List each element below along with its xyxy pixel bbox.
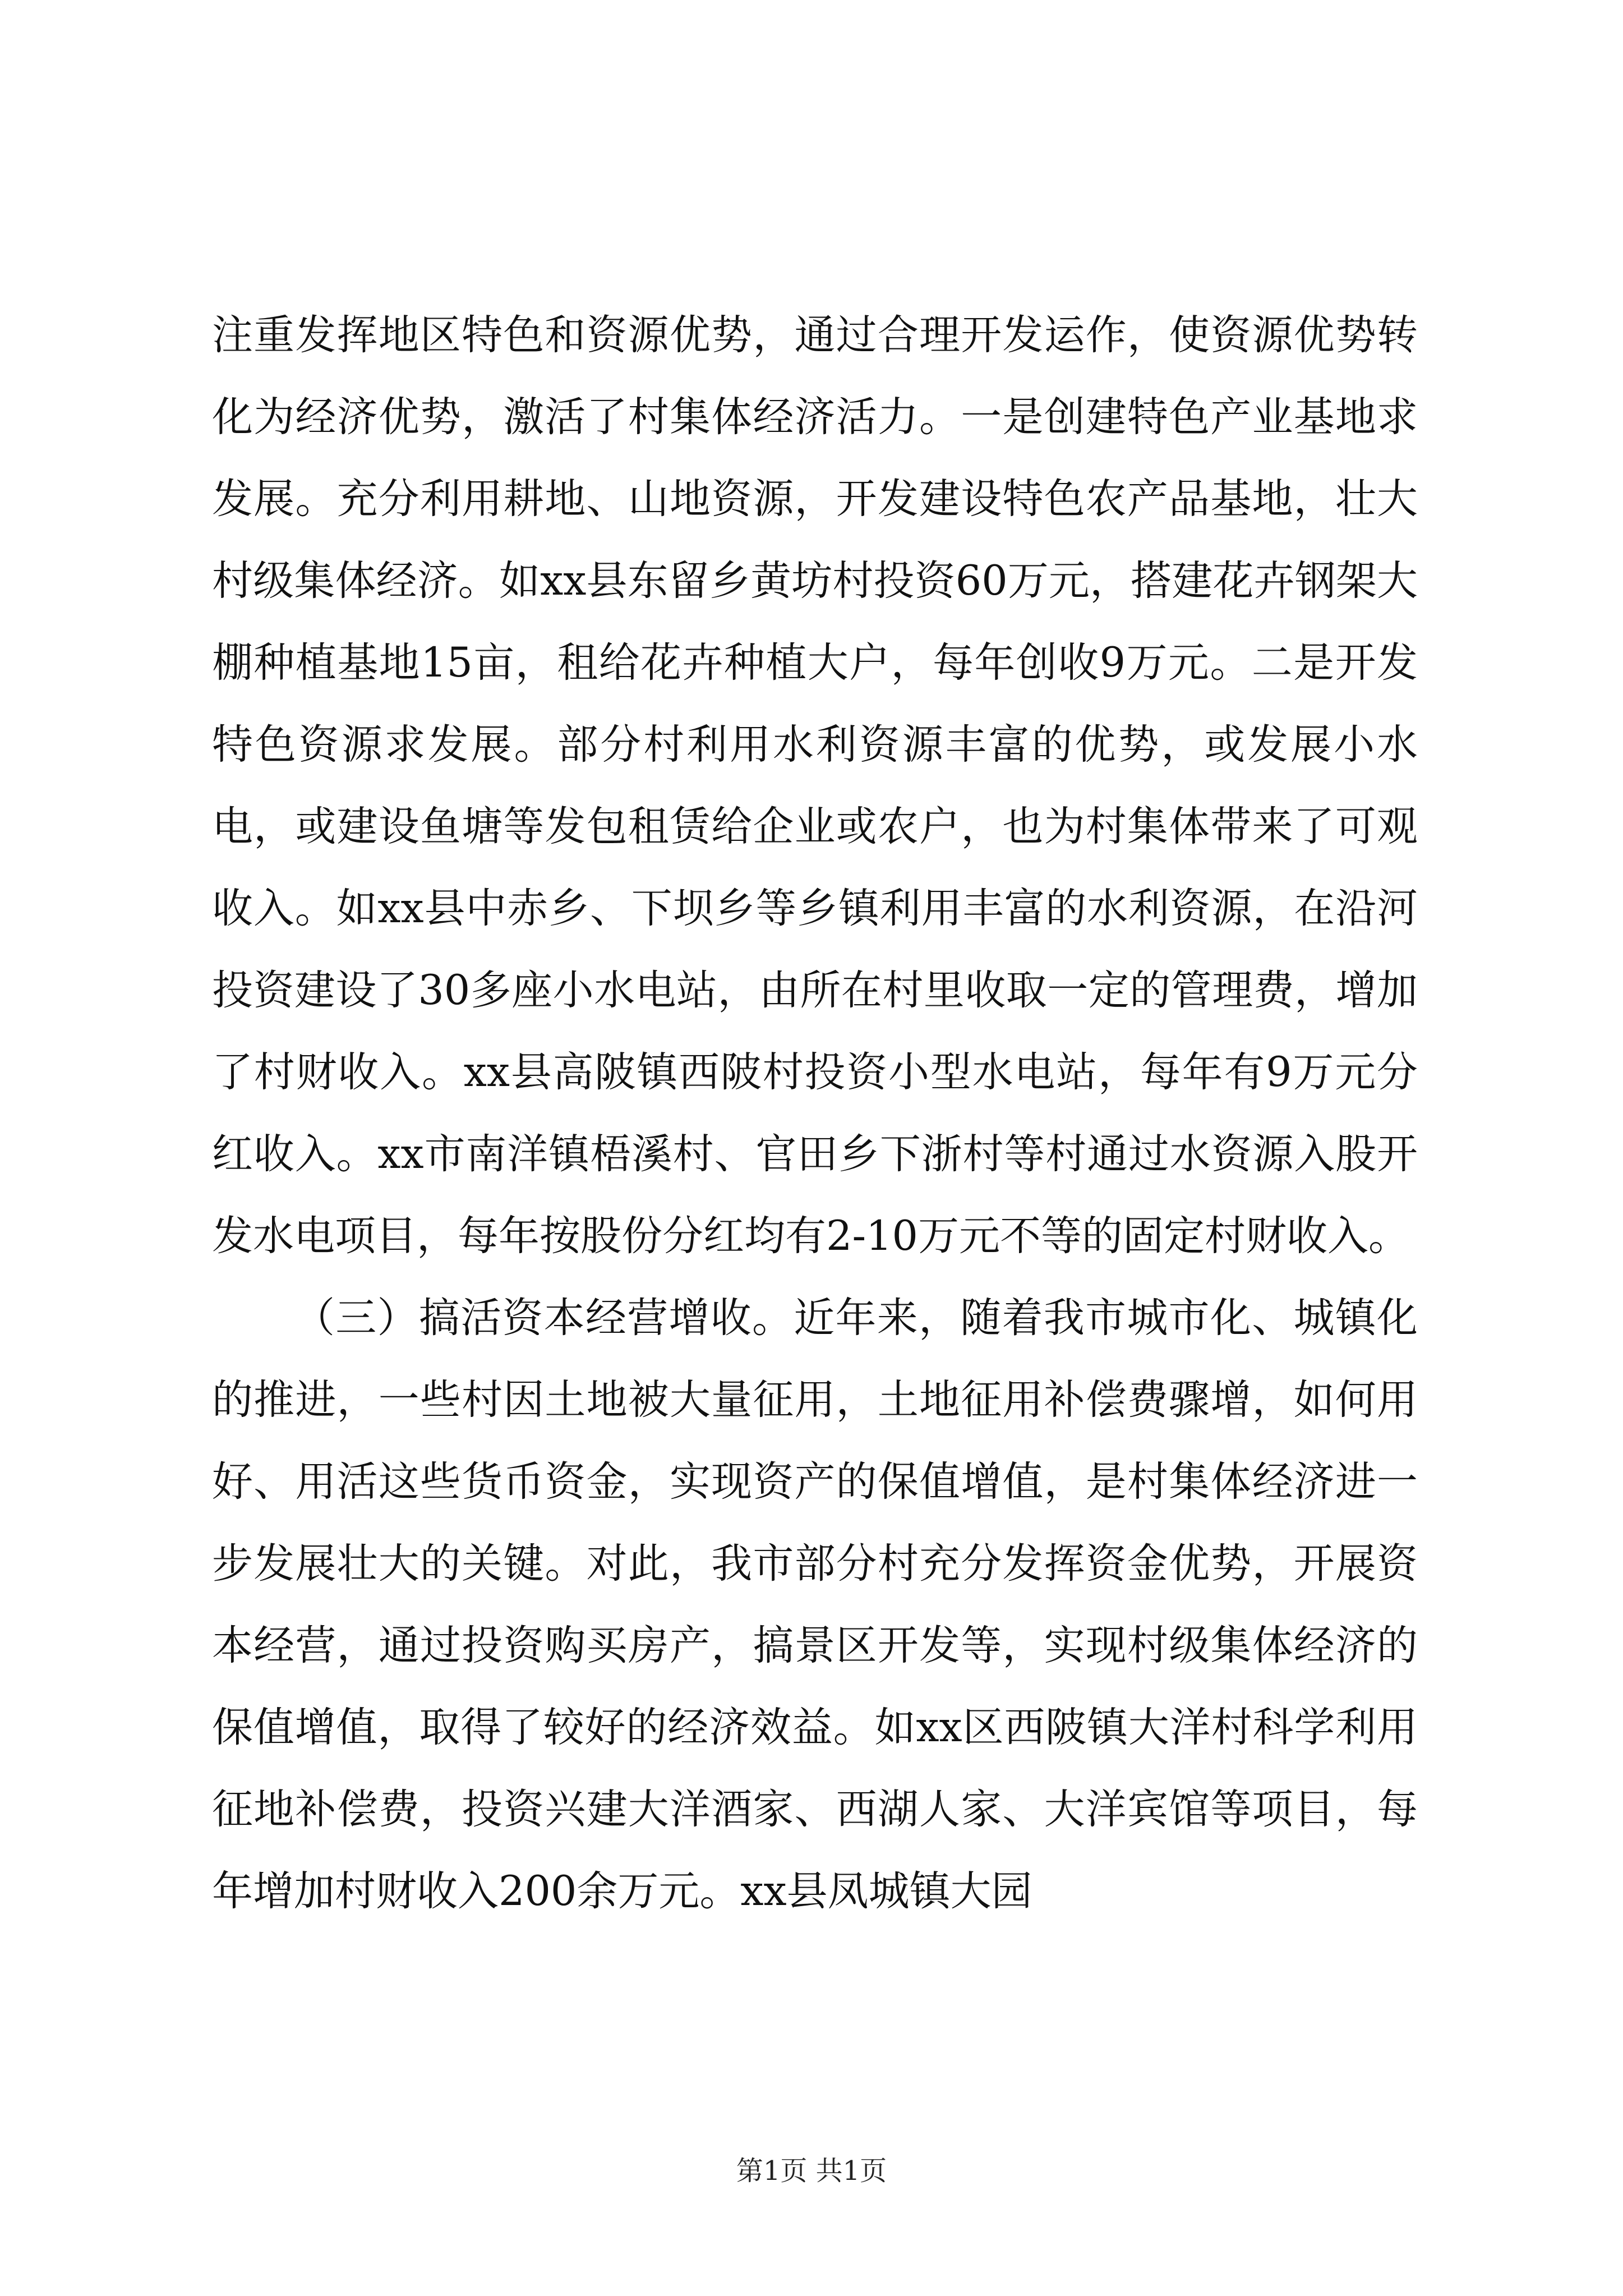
paragraph-2: （三）搞活资本经营增收。近年来，随着我市城市化、城镇化的推进，一些村因土地被大量征用，土地征用补偿费骤增，如何用好、用活这些货币资金，实现资产的保值增值，是村集体经济进一步发展壮大的关键。对此，我市部分村充分发挥资金优势，开展资本经营，通过投资购买房产，搞景区开发等，实现村级集体经济的保值增值，取得了较好的经济效益。如xx区西陂镇大洋村科学利用征地补偿费，投资兴建大洋酒家、西湖人家、大洋宾馆等项目，每年增加村财收入200余万元。xx县凤城镇大园 bbox=[212, 1294, 1418, 1915]
document-body bbox=[212, 295, 1418, 1932]
page-footer: 第1页 共1页 bbox=[736, 2155, 887, 2187]
paragraph-1: 注重发挥地区特色和资源优势，通过合理开发运作，使资源优势转化为经济优势，激活了村集体经济活力。一是创建特色产业基地求发展。充分利用耕地、山地资源，开发建设特色农产品基地，壮大村级集体经济。如xx县东留乡黄坊村投资60万元，搭建花卉钢架大棚种植基地15亩，租给花卉种植大户，每年创收9万元。二是开发特色资源求发展。部分村利用水利资源丰富的优势，或发展小水电，或建设鱼塘等发包租赁给企业或农户，也为村集体带来了可观收入。如xx县中赤乡、下坝乡等乡镇利用丰富的水利资源，在沿河投资建设了30多座小水电站，由所在村里收取一定的管理费，增加了村财收入。xx县高陂镇西陂村投资小型水电站，每年有9万元分红收入。xx市南洋镇梧溪村、官田乡下浙村等村通过水资源入股开发水电项目，每年按股份分红均有2-10万元不等的固定村财收入。 bbox=[212, 311, 1418, 1260]
